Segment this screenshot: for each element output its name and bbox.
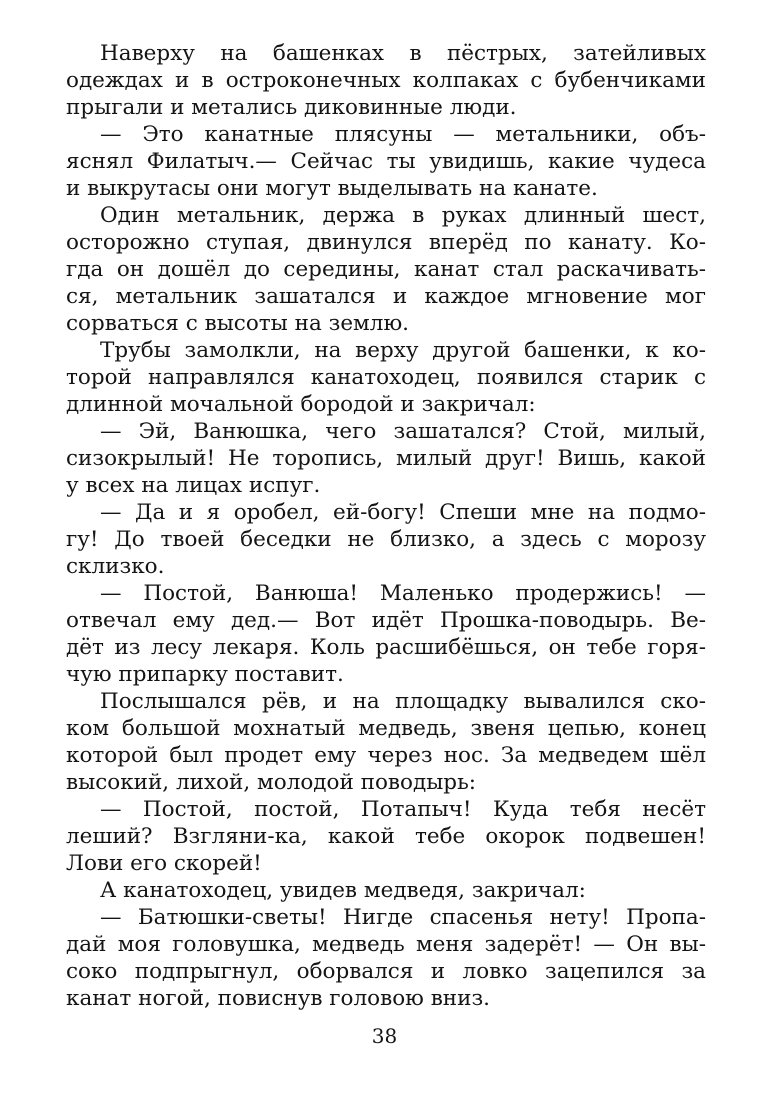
text-line: гу! До твоей беседки не близко, а здесь с морозу bbox=[66, 527, 706, 552]
text-line: Послышался рёв, и на площадку вывалился ско- bbox=[100, 689, 706, 714]
text-line: — Батюшки-светы! Нигде спасенья нету! Пропа- bbox=[100, 905, 706, 930]
text-line: — Постой, постой, Потапыч! Куда тебя несёт bbox=[100, 797, 706, 822]
text-line: сизокрылый! Не торопись, милый друг! Вишь, какой bbox=[66, 446, 706, 471]
text-line: длинной мочальной бородой и закричал: bbox=[66, 392, 536, 417]
text-line: — Это канатные плясуны — метальники, объ- bbox=[100, 122, 706, 147]
page-text bbox=[66, 40, 706, 1012]
text-line: гда он дошёл до середины, канат стал раскачивать- bbox=[66, 257, 706, 282]
text-line: у всех на лицах испуг. bbox=[66, 473, 321, 498]
text-line: соко подпрыгнул, оборвался и ловко зацепился за bbox=[66, 959, 706, 984]
text-line: высокий, лихой, молодой поводырь: bbox=[66, 770, 477, 795]
text-line: склизко. bbox=[66, 554, 165, 579]
text-line: леший? Взгляни-ка, какой тебе окорок подвешен! bbox=[66, 824, 706, 849]
text-line: чую припарку поставит. bbox=[66, 662, 344, 687]
text-line: Один метальник, держа в руках длинный шест, bbox=[100, 203, 706, 228]
text-line: — Постой, Ванюша! Маленько продержись! — bbox=[100, 581, 706, 606]
text-line: канат ногой, повиснув головою вниз. bbox=[66, 986, 491, 1011]
text-line: дай моя головушка, медведь меня задерёт! — Он вы- bbox=[66, 932, 706, 957]
text-line: которой был продет ему через нос. За медведем шёл bbox=[66, 743, 706, 768]
text-line: одеждах и в остроконечных колпаках с бубенчиками bbox=[66, 68, 706, 93]
text-line: и выкрутасы они могут выделывать на канате. bbox=[66, 176, 598, 201]
text-line: осторожно ступая, двинулся вперёд по канату. Ко- bbox=[66, 230, 706, 255]
text-line: Наверху на башенках в пёстрых, затейливых bbox=[100, 41, 706, 66]
text-line: — Эй, Ванюшка, чего зашатался? Стой, милый, bbox=[100, 419, 706, 444]
text-line: торой направлялся канатоходец, появился старик с bbox=[66, 365, 706, 390]
text-line: прыгали и метались диковинные люди. bbox=[66, 95, 517, 120]
text-line: дёт из лесу лекаря. Коль расшибёшься, он тебе горя- bbox=[66, 635, 706, 660]
text-line: Трубы замолкли, на верху другой башенки, к ко- bbox=[100, 338, 706, 363]
text-line: ком большой мохнатый медведь, звеня цепью, конец bbox=[66, 716, 706, 741]
text-line: А канатоходец, увидев медведя, закричал: bbox=[100, 878, 586, 903]
text-line: сорваться с высоты на землю. bbox=[66, 311, 409, 336]
text-line: Лови его скорей! bbox=[66, 851, 262, 876]
text-line: яснял Филатыч.— Сейчас ты увидишь, какие чудеса bbox=[66, 149, 706, 174]
text-line: — Да и я оробел, ей-богу! Спеши мне на подмо- bbox=[100, 500, 706, 525]
page-number: 38 bbox=[371, 1024, 398, 1048]
text-line: ся, метальник зашатался и каждое мгновение мог bbox=[66, 284, 706, 309]
text-line: отвечал ему дед.— Вот идёт Прошка-поводырь. Ве- bbox=[66, 608, 706, 633]
